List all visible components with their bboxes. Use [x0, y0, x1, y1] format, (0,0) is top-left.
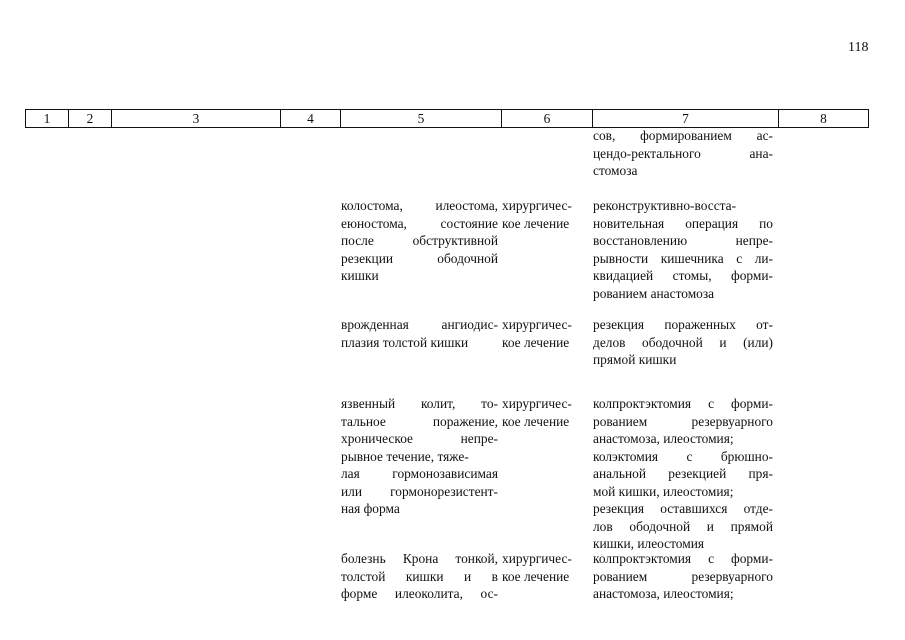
cell-text-line: квидацией стомы, форми-: [593, 268, 773, 283]
page-number: 118: [848, 40, 869, 55]
table-cell-col7: [593, 197, 773, 302]
cell-text-line: лов ободочной и прямой: [593, 518, 773, 534]
cell-text-line: кишки, илеостомия: [593, 536, 705, 551]
cell-text-line: стомоза: [593, 163, 638, 178]
cell-text-line: хирургичес-: [502, 317, 572, 332]
cell-text-line: хирургичес-: [502, 396, 572, 411]
cell-text-line: колэктомия с брюшно-: [593, 448, 773, 464]
table-cell-col5: [341, 550, 498, 603]
table-cell-col6: [502, 316, 584, 351]
cell-text-line: болезнь Крона тонкой,: [341, 551, 498, 566]
cell-text-line: мой кишки, илеостомия;: [593, 483, 734, 499]
cell-text-line: рованием резервуарного: [593, 568, 773, 584]
cell-text-line: рывное течение, тяже-: [341, 448, 469, 464]
table-cell-col6: [502, 197, 584, 232]
cell-text-line: лая гормонозависимая: [341, 466, 498, 481]
cell-text-line: резекция оставшихся отде-: [593, 501, 773, 516]
cell-text-line: ная форма: [341, 501, 400, 516]
header-cell: 3: [111, 110, 280, 127]
cell-text-line: кое лечение: [502, 215, 570, 231]
cell-text-line: реконструктивно-восста-: [593, 198, 737, 213]
cell-text-line: еюностома, состояние: [341, 215, 498, 231]
table-header-row: [25, 109, 869, 128]
cell-text-line: кое лечение: [502, 413, 570, 429]
cell-text-line: резекции ободочной: [341, 250, 498, 266]
cell-text-line: анастомоза, илеостомия;: [593, 586, 734, 601]
cell-text-line: после обструктивной: [341, 233, 498, 248]
header-cell: 7: [592, 110, 778, 127]
cell-text-line: рованием анастомоза: [593, 285, 715, 301]
table-cell-col5: [341, 395, 498, 518]
cell-text-line: анальной резекцией пря-: [593, 466, 773, 481]
cell-text-line: колостома, илеостома,: [341, 198, 498, 213]
cell-text-line: рованием резервуарного: [593, 413, 773, 429]
table-cell-col7: [593, 316, 773, 369]
cell-text-line: резекция пораженных от-: [593, 317, 773, 332]
cell-text-line: кишки: [341, 268, 379, 283]
header-cell: 1: [43, 111, 51, 126]
cell-text-line: колпроктэктомия с форми-: [593, 396, 773, 411]
cell-text-line: сов, формированием ас-: [593, 128, 773, 143]
cell-text-line: форме илеоколита, ос-: [341, 586, 498, 601]
table-cell-col6: [502, 395, 584, 430]
table-cell-col7: [593, 127, 773, 180]
cell-text-line: колпроктэктомия с форми-: [593, 551, 773, 566]
table-cell-col7: [593, 550, 773, 603]
cell-text-line: новительная операция по: [593, 215, 773, 231]
cell-text-line: прямой кишки: [593, 352, 677, 367]
cell-text-line: врожденная ангиодис-: [341, 317, 498, 332]
cell-text-line: восстановлению непре-: [593, 233, 773, 248]
header-cell: 4: [280, 110, 340, 127]
cell-text-line: анастомоза, илеостомия;: [593, 431, 734, 446]
cell-text-line: плазия толстой кишки: [341, 334, 469, 350]
cell-text-line: или гормонорезистент-: [341, 483, 498, 499]
cell-text-line: хроническое непре-: [341, 431, 498, 446]
cell-text-line: толстой кишки и в: [341, 568, 498, 584]
header-cell: 5: [340, 110, 501, 127]
header-cell: 8: [778, 110, 868, 127]
table-cell-col6: [502, 550, 584, 585]
cell-text-line: хирургичес-: [502, 551, 572, 566]
cell-text-line: тальное поражение,: [341, 413, 498, 429]
cell-text-line: кое лечение: [502, 334, 570, 350]
table-cell-col5: [341, 316, 498, 351]
table-cell-col7: [593, 395, 773, 553]
cell-text-line: кое лечение: [502, 568, 570, 584]
table-cell-col5: [341, 197, 498, 285]
header-cell: 2: [68, 110, 111, 127]
cell-text-line: делов ободочной и (или): [593, 334, 773, 350]
cell-text-line: язвенный колит, то-: [341, 396, 498, 411]
cell-text-line: хирургичес-: [502, 198, 572, 213]
header-cell: 6: [501, 110, 592, 127]
cell-text-line: рывности кишечника с ли-: [593, 250, 773, 266]
cell-text-line: цендо-ректального ана-: [593, 145, 773, 161]
